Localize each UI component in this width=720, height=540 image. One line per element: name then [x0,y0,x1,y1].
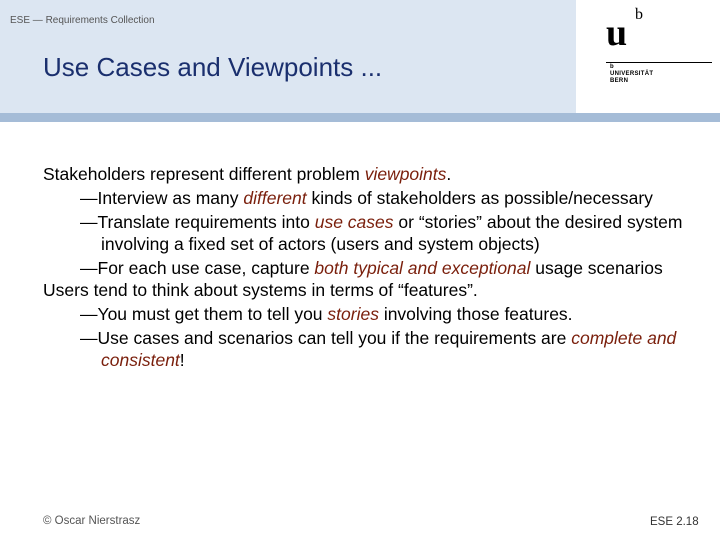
slide-content [43,163,703,371]
bullet-each-use-case [43,257,703,279]
text-span: represent different problem [145,164,365,184]
slide-title: Use Cases and Viewpoints ... [43,52,383,82]
logo-line-2: UNIVERSITÄT [610,71,654,78]
emphasis-typical-exceptional: both typical and exceptional [314,258,531,278]
paragraph-users [43,279,703,301]
emphasis-different: different [243,188,307,208]
term-users: Users [43,280,89,300]
dash-bullet: — [80,328,98,348]
header-band [0,113,720,122]
footer-page-number: ESE 2.18 [650,516,699,528]
text-span: . [446,164,452,184]
text-span: ! [179,350,185,370]
text-span: Use cases and scenarios can tell you if the requirements are [97,328,572,348]
dash-bullet: — [80,212,98,232]
text-span: kinds of stakeholders as possible/necessary [306,188,653,208]
logo-area [576,0,720,113]
bullet-interview [43,187,703,209]
logo-u: u [606,12,628,54]
emphasis-stories: stories [327,304,379,324]
logo-rule [606,62,712,63]
text-span: Interview as many [97,188,244,208]
course-label: ESE — Requirements Collection [10,15,155,26]
term-stakeholders: Stakeholders [43,164,146,184]
emphasis-complete-consistent: complete and consistent [101,328,677,370]
university-logo-text [610,64,653,86]
text-span: You must get them to tell you [97,304,328,324]
bullet-scenarios [43,327,703,371]
dash-bullet: — [80,188,98,208]
emphasis-use-cases: use cases [314,212,394,232]
text-span: involving those features. [378,304,573,324]
text-span: tend to think about systems in terms of “features”. [88,280,478,300]
dash-bullet: — [80,258,98,278]
bullet-translate [43,211,703,255]
text-span: or “stories” about the desired system involving a fixed set of actors (users and system objects) [101,212,683,254]
footer-author: © Oscar Nierstrasz [43,515,141,527]
emphasis-viewpoints: viewpoints [364,164,447,184]
logo-line-1: b [610,64,614,70]
bullet-stories [43,303,703,325]
logo-line-3: BERN [610,78,629,85]
logo-b: b [635,6,643,23]
paragraph-stakeholders [43,163,703,185]
text-span: Translate requirements into [97,212,315,232]
text-span: usage scenarios [530,258,663,278]
dash-bullet: — [80,304,98,324]
text-span: For each use case, capture [97,258,315,278]
